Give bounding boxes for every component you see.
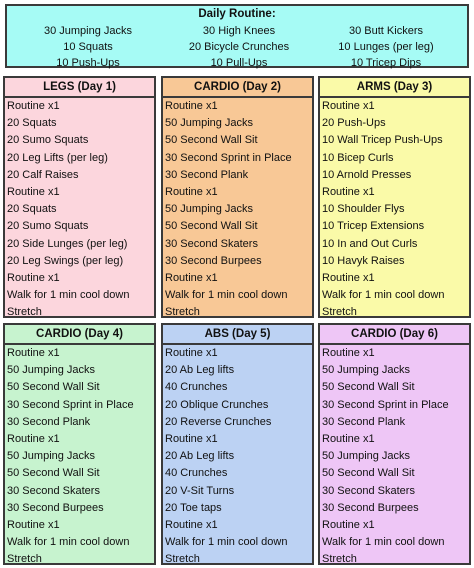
exercise-item: Routine x1: [165, 518, 218, 531]
routine-item: 10 Pull-Ups: [210, 57, 268, 69]
exercise-item: 20 Toe taps: [165, 501, 222, 514]
exercise-item: Stretch: [165, 306, 200, 319]
exercise-item: Walk for 1 min cool down: [7, 536, 130, 549]
routine-item: 30 Jumping Jacks: [43, 25, 133, 37]
exercise-item: 10 Tricep Extensions: [322, 220, 425, 233]
day-2-title: CARDIO (Day 2): [163, 78, 312, 98]
exercise-item: Stretch: [165, 553, 200, 566]
exercise-item: 30 Second Plank: [165, 168, 249, 181]
exercise-item: 20 V-Sit Turns: [165, 484, 235, 497]
routine-item: 10 Lunges (per leg): [338, 41, 434, 53]
exercise-item: 10 In and Out Curls: [322, 237, 418, 250]
day-6-title: CARDIO (Day 6): [320, 325, 469, 345]
exercise-item: Routine x1: [322, 432, 375, 445]
routine-item: 20 Bicycle Crunches: [188, 41, 290, 53]
exercise-item: Routine x1: [7, 432, 60, 445]
exercise-item: 20 Sumo Squats: [7, 220, 89, 233]
exercise-item: 50 Jumping Jacks: [165, 117, 254, 130]
exercise-item: Routine x1: [165, 185, 218, 198]
exercise-item: 20 Push-Ups: [322, 117, 386, 130]
exercise-item: 20 Squats: [7, 203, 57, 216]
exercise-item: Routine x1: [7, 185, 60, 198]
exercise-item: Routine x1: [165, 271, 218, 284]
exercise-item: 30 Second Plank: [322, 415, 406, 428]
exercise-item: 30 Second Sprint in Place: [7, 398, 134, 411]
exercise-item: 10 Shoulder Flys: [322, 203, 405, 216]
exercise-item: Routine x1: [7, 347, 60, 359]
exercise-item: 50 Jumping Jacks: [165, 203, 254, 216]
exercise-item: Routine x1: [7, 518, 60, 531]
exercise-item: 20 Reverse Crunches: [165, 415, 272, 428]
exercise-item: Routine x1: [165, 100, 218, 112]
exercise-item: 30 Second Skaters: [7, 484, 100, 497]
exercise-item: 50 Jumping Jacks: [7, 450, 96, 463]
day-6-cardio-panel: [318, 323, 471, 565]
routine-item: 10 Tricep Dips: [350, 57, 422, 69]
exercise-item: Routine x1: [7, 100, 60, 112]
day-5-title: ABS (Day 5): [163, 325, 312, 345]
day-2-cardio-panel: [161, 76, 314, 318]
exercise-item: 50 Second Wall Sit: [7, 467, 100, 480]
exercise-item: Stretch: [322, 306, 357, 319]
exercise-item: 20 Ab Leg lifts: [165, 450, 235, 463]
exercise-item: 30 Second Sprint in Place: [322, 398, 449, 411]
exercise-item: 50 Second Wall Sit: [165, 134, 258, 147]
exercise-item: 40 Crunches: [165, 467, 228, 480]
day-1-legs-panel: [3, 76, 156, 318]
routine-item: 10 Squats: [63, 41, 113, 53]
exercise-item: 20 Squats: [7, 117, 57, 130]
exercise-item: 10 Arnold Presses: [322, 168, 412, 181]
exercise-item: 10 Wall Tricep Push-Ups: [322, 134, 443, 147]
exercise-item: Routine x1: [322, 347, 375, 359]
exercise-item: 50 Jumping Jacks: [322, 450, 411, 463]
exercise-item: 20 Leg Swings (per leg): [7, 254, 124, 267]
exercise-item: 20 Leg Lifts (per leg): [7, 151, 108, 164]
exercise-item: 30 Second Sprint in Place: [165, 151, 292, 164]
daily-routine-title: Daily Routine:: [198, 8, 276, 20]
exercise-item: 50 Jumping Jacks: [7, 364, 96, 377]
exercise-item: 50 Second Wall Sit: [7, 381, 100, 394]
exercise-item: Walk for 1 min cool down: [322, 289, 445, 302]
day-3-arms-panel: [318, 76, 471, 318]
exercise-item: Routine x1: [165, 432, 218, 445]
exercise-item: 30 Second Burpees: [7, 501, 104, 514]
exercise-item: 30 Second Skaters: [165, 237, 258, 250]
exercise-item: 20 Oblique Crunches: [165, 398, 269, 411]
exercise-item: 30 Second Burpees: [322, 501, 419, 514]
exercise-item: 10 Bicep Curls: [322, 151, 394, 164]
exercise-item: 10 Havyk Raises: [322, 254, 405, 267]
day-5-abs-panel: [161, 323, 314, 565]
exercise-item: Routine x1: [322, 185, 375, 198]
exercise-item: 30 Second Plank: [7, 415, 91, 428]
routine-item: 30 Butt Kickers: [349, 25, 423, 37]
routine-item: 30 High Knees: [202, 25, 276, 37]
day-1-title: LEGS (Day 1): [5, 78, 154, 98]
day-4-title: CARDIO (Day 4): [5, 325, 154, 345]
day-3-title: ARMS (Day 3): [320, 78, 469, 98]
exercise-item: Routine x1: [165, 347, 218, 359]
exercise-item: 20 Ab Leg lifts: [165, 364, 235, 377]
exercise-item: 30 Second Skaters: [322, 484, 415, 497]
day-4-cardio-panel: [3, 323, 156, 565]
exercise-item: 20 Sumo Squats: [7, 134, 89, 147]
exercise-item: Routine x1: [322, 271, 375, 284]
daily-routine-box: [5, 4, 469, 68]
exercise-item: Walk for 1 min cool down: [322, 536, 445, 549]
exercise-item: Routine x1: [7, 271, 60, 284]
exercise-item: 50 Second Wall Sit: [165, 220, 258, 233]
exercise-item: 40 Crunches: [165, 381, 228, 394]
exercise-item: Stretch: [322, 553, 357, 566]
exercise-item: 20 Side Lunges (per leg): [7, 237, 128, 250]
exercise-item: 50 Second Wall Sit: [322, 467, 415, 480]
exercise-item: Stretch: [7, 553, 42, 566]
exercise-item: Walk for 1 min cool down: [165, 536, 288, 549]
exercise-item: Walk for 1 min cool down: [7, 289, 130, 302]
exercise-item: 50 Jumping Jacks: [322, 364, 411, 377]
exercise-item: Routine x1: [322, 100, 375, 112]
exercise-item: 50 Second Wall Sit: [322, 381, 415, 394]
exercise-item: 30 Second Burpees: [165, 254, 262, 267]
routine-item: 10 Push-Ups: [56, 57, 120, 69]
exercise-item: Routine x1: [322, 518, 375, 531]
exercise-item: Walk for 1 min cool down: [165, 289, 288, 302]
exercise-item: 20 Calf Raises: [7, 168, 79, 181]
exercise-item: Stretch: [7, 306, 42, 319]
